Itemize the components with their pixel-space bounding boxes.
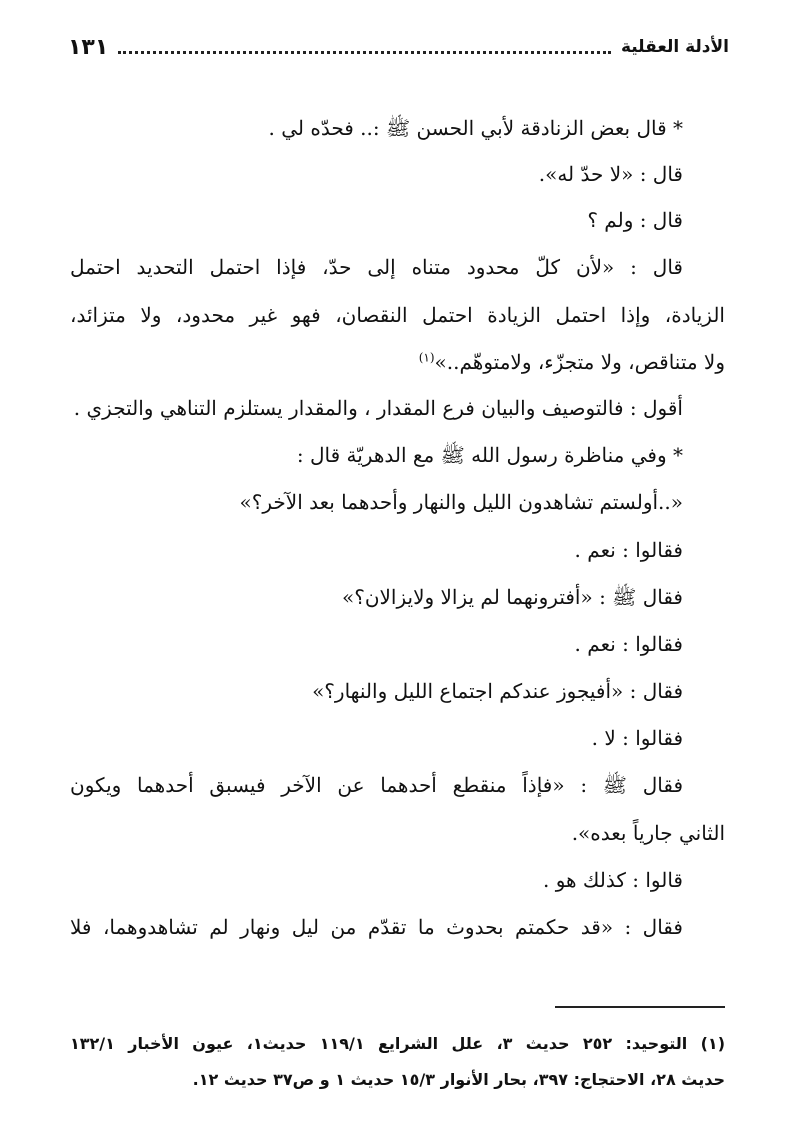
page-number: ١٣١ <box>68 34 109 60</box>
text-line-2: قال : «لا حدّ له». <box>538 162 683 186</box>
footnote-separator <box>555 1006 725 1008</box>
text-line-3: قال : ولم ؟ <box>587 208 683 232</box>
text-line-6 <box>70 347 725 377</box>
footnote-line-2: حديث ٢٨، الاحتجاج: ٣٩٧، بحار الأنوار ١٥/٣ حديث ١ و ص٣٧ حديث ١٢. <box>192 1070 725 1089</box>
text-line-5: الزيادة، وإذا احتمل الزيادة احتمل النقصان، فهو غير محدود، ولا متزائد، <box>70 303 725 327</box>
footnote-line-1: (١) التوحيد: ٢٥٢ حديث ٣، علل الشرايع ١١٩/١ حديث١، عيون الأخبار ١٣٢/١ <box>70 1034 725 1053</box>
text-line-18: فقال : «قد حكمتم بحدوث ما تقدّم من ليل ونهار لم تشاهدوهما، فلا <box>70 915 683 939</box>
text-line-12: فقالوا : نعم . <box>574 632 683 656</box>
footnote-marker: (١) <box>418 350 435 365</box>
text-line-17: قالوا : كذلك هو . <box>542 868 683 892</box>
chapter-title: الأدلة العقلية <box>620 37 729 57</box>
text-line-4: قال : «لأن كلّ محدود متناه إلى حدّ، فإذا احتمل التحديد احتمل <box>70 255 683 279</box>
text-line-8: * وفي مناظرة رسول الله ﷺ مع الدهريّة قال : <box>296 443 683 467</box>
text-line-9: «..أولستم تشاهدون الليل والنهار وأحدهما بعد الآخر؟» <box>239 490 683 514</box>
text-line-16: الثاني جارياً بعده». <box>571 821 725 845</box>
text-line-6-content: ولا متناقص، ولا متجزّء، ولامتوهّم..» <box>434 350 725 374</box>
text-line-7: أقول : فالتوصيف والبيان فرع المقدار ، والمقدار يستلزم التناهي والتجزي . <box>73 396 683 420</box>
text-line-11: فقال ﷺ : «أفترونهما لم يزالا ولايزالان؟» <box>341 585 683 609</box>
running-header <box>68 30 729 64</box>
text-line-14: فقالوا : لا . <box>591 726 683 750</box>
text-line-13: فقال : «أفيجوز عندكم اجتماع الليل والنهار؟» <box>312 679 683 703</box>
text-line-15: فقال ﷺ : «فإذاً منقطع أحدهما عن الآخر فيسبق أحدهما ويكون <box>70 773 683 797</box>
text-line-10: فقالوا : نعم . <box>574 538 683 562</box>
header-leader-dots <box>118 41 611 54</box>
text-line-1: * قال بعض الزنادقة لأبي الحسن ﷺ :.. فحدّه لي . <box>268 116 683 140</box>
